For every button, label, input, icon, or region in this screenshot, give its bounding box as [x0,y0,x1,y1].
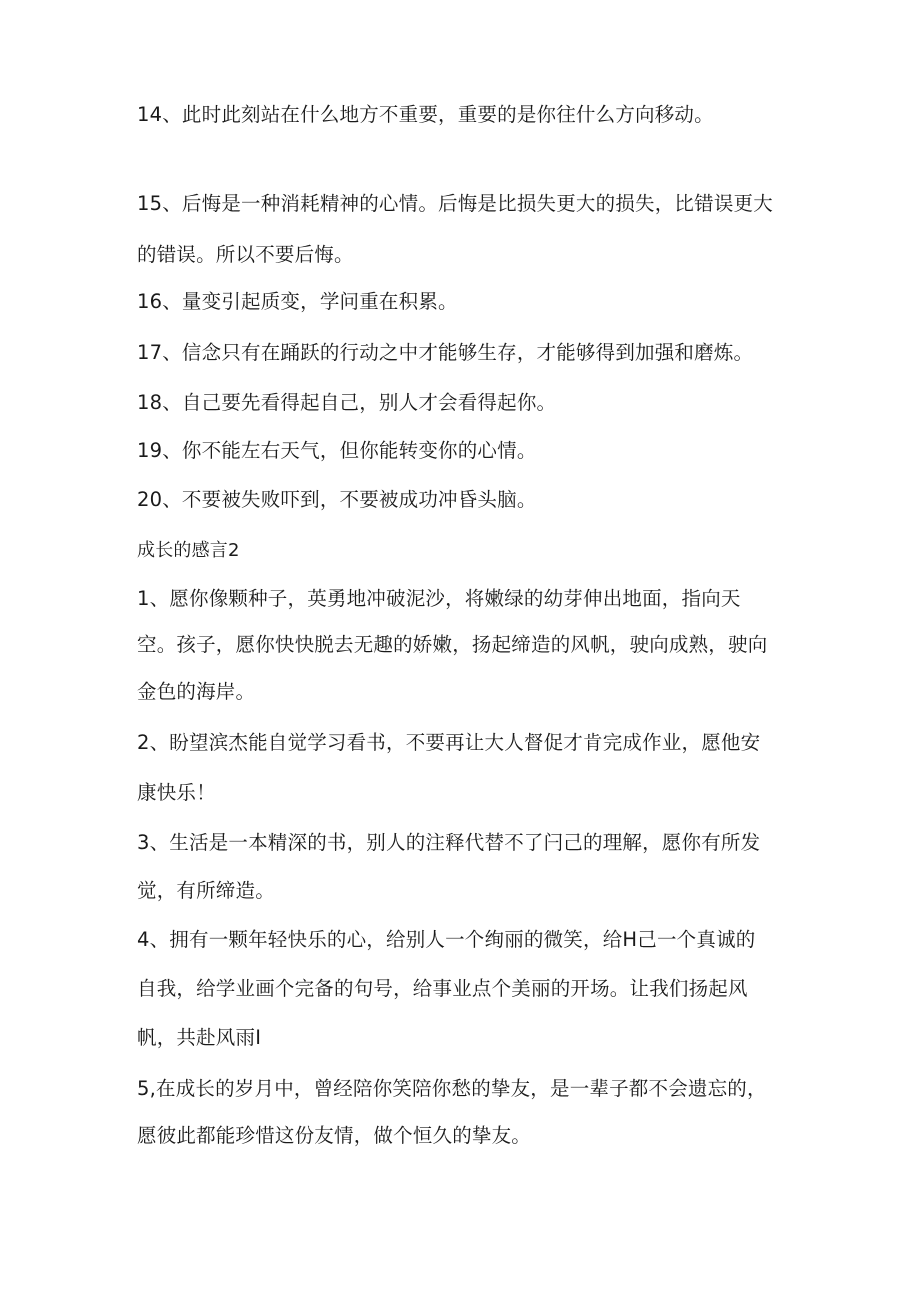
text-line-item4-b: 自我，给学业画个完备的句号，给事业点个美丽的开场。让我们扬起风 [137,977,748,1000]
section-heading: 成长的感言2 [137,540,240,561]
text-line-item5-b: 愿彼此都能珍惜这份友情，做个恒久的挚友。 [137,1124,532,1147]
text-line-15-a: 15、后悔是一种消耗精神的心情。后悔是比损失更大的损失，比错误更大 [137,192,773,215]
text-line-item4-a: 4、拥有一颗年轻快乐的心，给别人一个绚丽的微笑，给H己一个真诚的 [137,928,756,951]
text-line-15-b: 的错误。所以不要后悔。 [137,243,354,266]
text-line-16: 16、量变引起质变，学问重在积累。 [137,290,458,313]
text-line-item1-a: 1、愿你像颗种子，英勇地冲破泥沙，将嫩绿的幼芽伸出地面，指向天 [137,587,741,610]
text-line-item5-a: 5,在成长的岁月中，曾经陪你笑陪你愁的挚友，是一辈子都不会遗忘的， [137,1077,767,1100]
text-line-item2-b: 康快乐！ [137,781,216,804]
text-line-20: 20、不要被失败吓到，不要被成功冲昏头脑。 [137,488,537,511]
text-line-item2-a: 2、盼望滨杰能自觉学习看书，不要再让大人督促才肯完成作业，愿他安 [137,731,761,754]
text-line-17: 17、信念只有在踊跃的行动之中才能够生存，才能够得到加强和磨炼。 [137,341,754,364]
text-line-14: 14、此时此刻站在什么地方不重要，重要的是你往什么方向移动。 [137,103,714,126]
text-line-item3-a: 3、生活是一本精深的书，别人的注释代替不了闩己的理解，愿你有所发 [137,831,761,854]
text-line-item1-c: 金色的海岸。 [137,680,256,703]
text-line-18: 18、自己要先看得起自己，别人才会看得起你。 [137,391,557,414]
text-line-19: 19、你不能左右天气，但你能转变你的心情。 [137,439,537,462]
text-line-item3-b: 觉，有所缔造。 [137,879,275,902]
text-line-item1-b: 空。孩子，愿你快快脱去无趣的娇嫩，扬起缔造的风帆，驶向成熟，驶向 [137,633,768,656]
text-line-item4-c: 帆，共赴风雨I [137,1026,262,1049]
